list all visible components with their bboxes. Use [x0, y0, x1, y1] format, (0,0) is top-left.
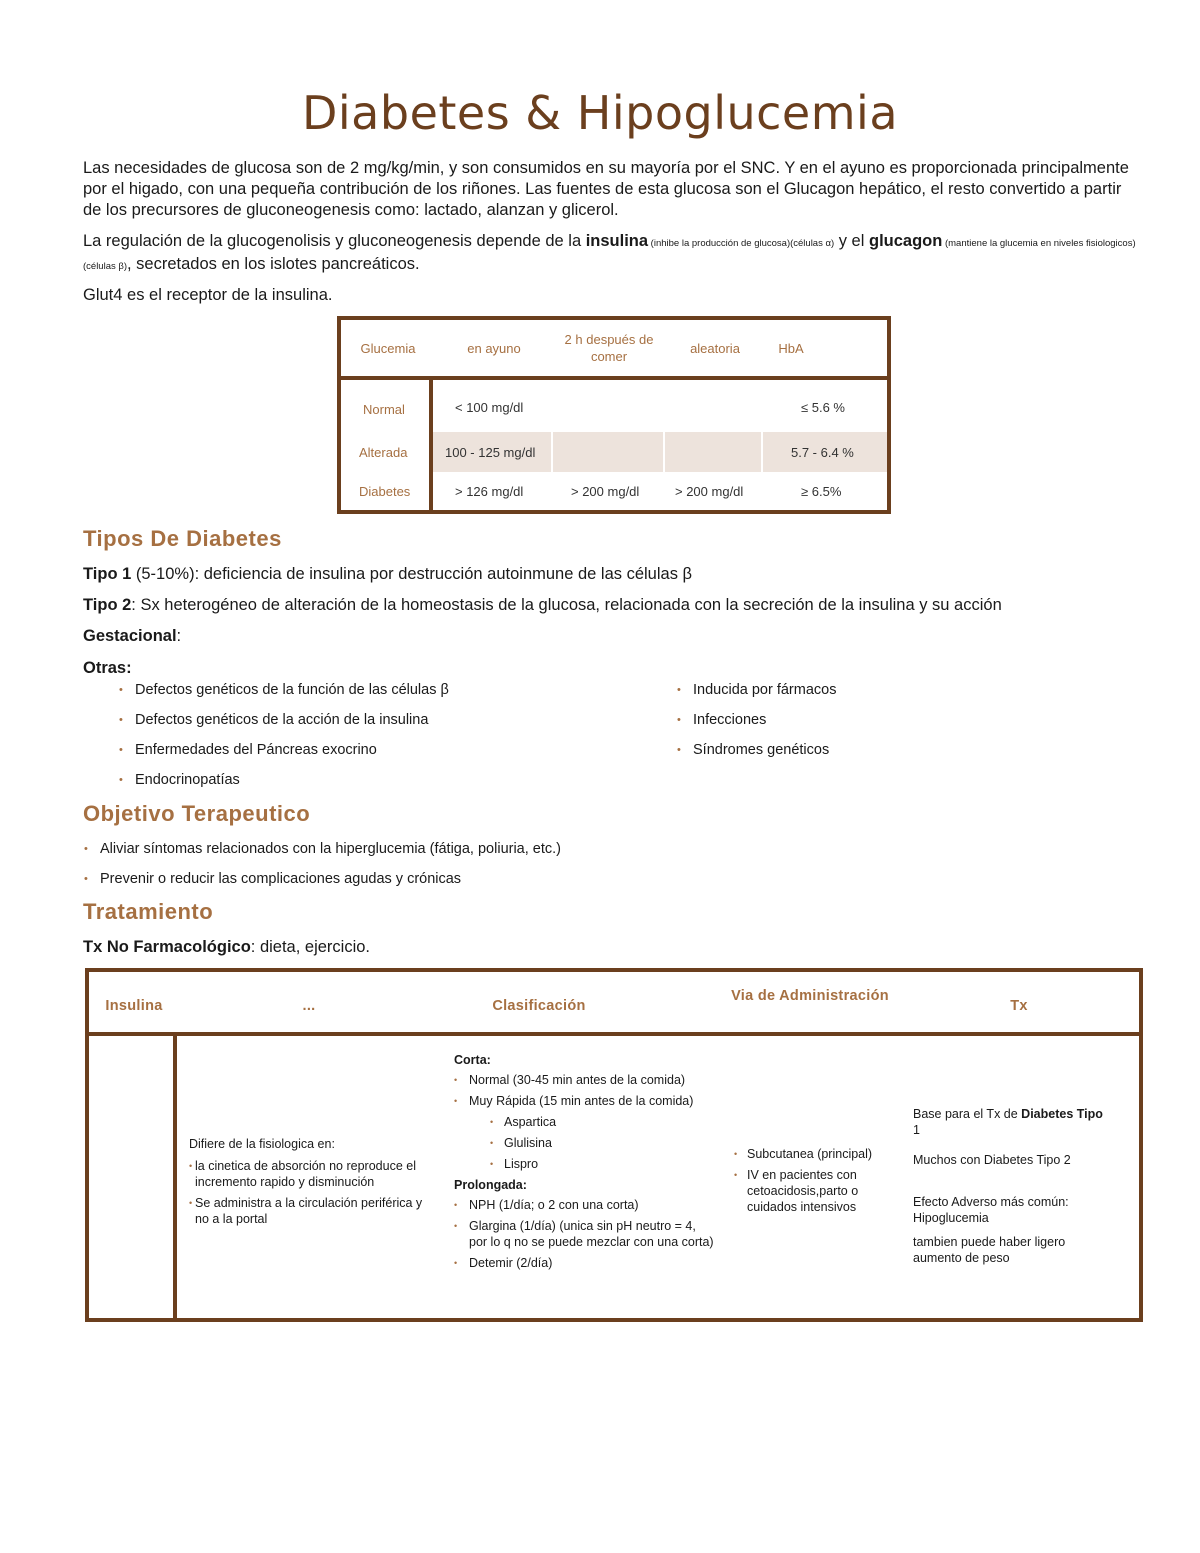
header-insulina: Insulina [105, 998, 163, 1014]
cell-tx [913, 1106, 1113, 1280]
list-item: • Inducida por fármacos [675, 681, 1095, 711]
cell-ayuno: 100 - 125 mg/dl [445, 445, 536, 460]
cell-post: > 200 mg/dl [571, 484, 640, 499]
otras-list-left [117, 681, 637, 801]
tx-base-c: 1 [913, 1123, 920, 1137]
header-ayuno: en ayuno [467, 341, 521, 356]
list-item: • Aspartica [454, 1114, 714, 1130]
list-item: • Lispro [454, 1156, 714, 1172]
header-ellipsis: ... [302, 998, 316, 1014]
cell-via [734, 1146, 884, 1220]
list-item: • Subcutanea (principal) [734, 1146, 884, 1162]
list-item: • NPH (1/día; o 2 con una corta) [454, 1197, 714, 1213]
list-item: • Muy Rápida (15 min antes de la comida) [454, 1093, 714, 1109]
row-label: Alterada [359, 445, 408, 460]
diferencias-intro: Difiere de la fisiologica en: [189, 1137, 335, 1151]
cell-divider [761, 432, 763, 472]
tratamiento-table-header [89, 972, 1139, 1036]
list-item: • Glulisina [454, 1135, 714, 1151]
tipo1-pct: (5-10%) [131, 565, 195, 583]
cell-hba: ≤ 5.6 % [801, 400, 845, 415]
list-item: • Defectos genéticos de la función de las células β [117, 681, 637, 711]
page-title: Diabetes & Hipoglucemia [301, 86, 899, 140]
glucemia-table-header [341, 320, 887, 380]
list-item: • Glargina (1/día) (unica sin pH neutro = 4, por lo q no se puede mezclar con una corta) [454, 1218, 714, 1250]
tx-peso: tambien puede haber ligero aumento de peso [913, 1235, 1066, 1265]
intro-paragraph-2 [83, 231, 1143, 277]
header-glucemia: Glucemia [360, 341, 416, 356]
table-row [341, 432, 887, 472]
p2-text-c: , secretados en los islotes pancreáticos. [127, 255, 420, 273]
list-item: • Se administra a la circulación periférica y no a la portal [189, 1195, 439, 1227]
cell-hba: 5.7 - 6.4 % [791, 445, 854, 460]
tx-no-farmacologico-text: : dieta, ejercicio. [250, 938, 371, 956]
objetivo-list [82, 840, 982, 900]
prolongada-label: Prolongada: [454, 1178, 527, 1192]
insulina-note: (inhibe la producción de glucosa)(células α) [648, 238, 835, 249]
gestacional-label: Gestacional [83, 627, 177, 645]
header-aleatoria: aleatoria [690, 341, 740, 356]
tx-base [913, 1106, 1113, 1138]
insulina-term: insulina [585, 232, 649, 250]
otras-list-right [675, 681, 1095, 771]
tx-no-farmacologico-label: Tx No Farmacológico [83, 938, 251, 956]
list-item: • Prevenir o reducir las complicaciones agudas y crónicas [82, 870, 982, 900]
list-item: • Aliviar síntomas relacionados con la hiperglucemia (fátiga, poliuria, etc.) [82, 840, 982, 870]
tratamiento-table-divider [173, 1036, 177, 1318]
glucagon-note: (mantiene la glucemia en niveles fisiologicos)(células β) [83, 238, 1136, 272]
list-item: • Normal (30-45 min antes de la comida) [454, 1072, 714, 1088]
cell-hba: ≥ 6.5% [801, 484, 842, 499]
cell-diferencias [189, 1136, 439, 1232]
tipo2-label: Tipo 2 [83, 596, 132, 614]
p2-text-b: y el [834, 232, 869, 250]
row-label: Diabetes [359, 484, 411, 499]
cell-divider [551, 432, 553, 472]
list-item: • Endocrinopatías [117, 771, 637, 801]
tipo1-line [83, 565, 692, 584]
tx-efecto-adverso: Efecto Adverso más común: Hipoglucemia [913, 1195, 1069, 1225]
objetivo-heading: Objetivo Terapeutico [83, 801, 311, 826]
row-label: Normal [363, 402, 405, 417]
tx-tipo2: Muchos con Diabetes Tipo 2 [913, 1153, 1071, 1167]
gestacional-line [83, 627, 181, 646]
tipo2-line [83, 596, 1002, 615]
via-list [734, 1146, 884, 1215]
cell-ayuno: < 100 mg/dl [455, 400, 524, 415]
cell-ayuno: > 126 mg/dl [455, 484, 524, 499]
glucemia-table [337, 316, 891, 514]
tratamiento-heading: Tratamiento [83, 899, 214, 924]
gestacional-text: : [176, 627, 182, 645]
diferencias-list [189, 1158, 439, 1227]
list-item: • Infecciones [675, 711, 1095, 741]
intro-paragraph-3: Glut4 es el receptor de la insulina. [83, 286, 333, 304]
list-item: • Detemir (2/día) [454, 1255, 714, 1271]
tipos-heading: Tipos De Diabetes [83, 526, 282, 551]
intro-paragraph-1: Las necesidades de glucosa son de 2 mg/kg/min, y son consumidos en su mayoría por el SNC. Y en el ayuno es proporcionada principalmente por el higado, con una pequeña contribución de los riñones. Las fuentes de esta glucosa son el Glucagon hepático, el resto convertido a partir de los precursores de gluconeogenesis como: lactado, alanzan y glicerol. [83, 159, 1129, 219]
prolongada-list [454, 1197, 714, 1271]
header-hba: HbA [778, 341, 804, 356]
list-item: • la cinetica de absorción no reproduce el incremento rapido y disminución [189, 1158, 439, 1190]
header-clasificacion: Clasificación [492, 998, 586, 1014]
list-item: • IV en pacientes con cetoacidosis,parto o cuidados intensivos [734, 1167, 884, 1215]
header-via: Via de Administración [731, 988, 889, 1004]
tx-no-farmacologico-line [83, 938, 370, 957]
tipo2-text: : Sx heterogéneo de alteración de la homeostasis de la glucosa, relacionada con la secreción de la insulina y su acción [131, 596, 1002, 614]
list-item: • Defectos genéticos de la acción de la insulina [117, 711, 637, 741]
tx-base-a: Base para el Tx de [913, 1107, 1022, 1121]
p2-text-a: La regulación de la glucogenolisis y gluconeogenesis depende de la [83, 232, 586, 250]
cell-aleatoria: > 200 mg/dl [675, 484, 744, 499]
cell-divider [663, 432, 665, 472]
otras-line [83, 659, 132, 678]
header-2h: 2 h después de comer [564, 332, 654, 364]
table-row [341, 472, 887, 510]
header-tx: Tx [1010, 998, 1028, 1014]
table-row [341, 380, 887, 432]
corta-label: Corta: [454, 1053, 491, 1067]
tipo1-text: : deficiencia de insulina por destrucción autoinmune de las células β [194, 565, 693, 583]
otras-label: Otras: [83, 659, 132, 677]
corta-list [454, 1072, 714, 1172]
tratamiento-table [85, 968, 1143, 1322]
glucagon-term: glucagon [869, 232, 943, 250]
list-item: • Síndromes genéticos [675, 741, 1095, 771]
tx-base-b: Diabetes Tipo [1021, 1107, 1103, 1121]
tipo1-label: Tipo 1 [83, 565, 132, 583]
cell-clasificacion [454, 1052, 714, 1276]
list-item: • Enfermedades del Páncreas exocrino [117, 741, 637, 771]
